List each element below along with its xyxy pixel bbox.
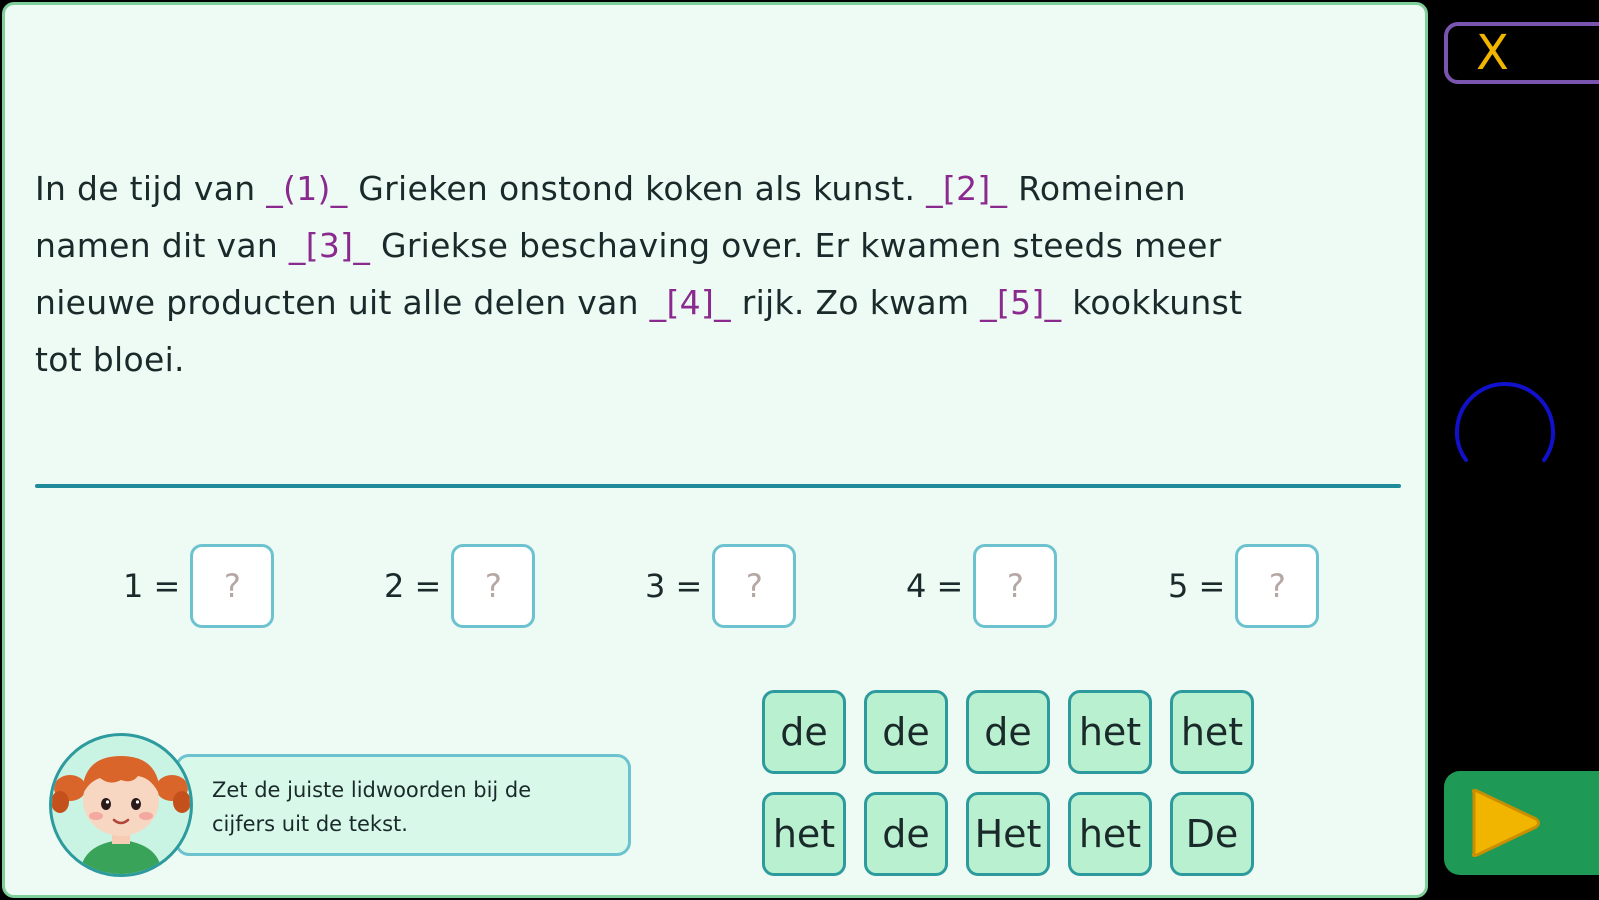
answer-box-2[interactable]: ? xyxy=(451,544,535,628)
loading-spinner-icon xyxy=(1448,364,1562,478)
answer-slot-1 xyxy=(123,544,274,628)
girl-avatar xyxy=(49,733,193,877)
story-line-4: tot bloei. xyxy=(35,340,185,379)
instruction-line-2: cijfers uit de tekst. xyxy=(212,812,408,836)
story-line-1: In de tijd van _(1)_ Grieken onstond koken als kunst. _[2]_ Romeinen xyxy=(35,169,1186,208)
story-text xyxy=(35,160,1375,388)
word-tile-4[interactable]: het xyxy=(1068,690,1152,774)
answer-slot-2 xyxy=(384,544,535,628)
answer-box-1[interactable]: ? xyxy=(190,544,274,628)
word-tile-9[interactable]: het xyxy=(1068,792,1152,876)
close-button[interactable] xyxy=(1444,22,1599,84)
word-tile-7[interactable]: de xyxy=(864,792,948,876)
answer-slot-4 xyxy=(906,544,1057,628)
play-arrow-icon xyxy=(1444,771,1599,875)
answer-box-4[interactable]: ? xyxy=(973,544,1057,628)
answer-slot-5 xyxy=(1168,544,1319,628)
answer-box-3[interactable]: ? xyxy=(712,544,796,628)
answer-label-2: 2 = xyxy=(384,567,442,605)
word-tile-1[interactable]: de xyxy=(762,690,846,774)
instruction-bubble xyxy=(175,754,631,856)
story-line-2: namen dit van _[3]_ Griekse beschaving over. Er kwamen steeds meer xyxy=(35,226,1222,265)
blank-1: _(1)_ xyxy=(266,169,348,208)
word-tile-10[interactable]: De xyxy=(1170,792,1254,876)
word-tile-8[interactable]: Het xyxy=(966,792,1050,876)
answer-slot-3 xyxy=(645,544,796,628)
girl-icon xyxy=(52,736,190,874)
answer-box-5[interactable]: ? xyxy=(1235,544,1319,628)
blank-3: _[3]_ xyxy=(288,226,371,265)
word-tile-6[interactable]: het xyxy=(762,792,846,876)
word-tile-3[interactable]: de xyxy=(966,690,1050,774)
instruction-line-1: Zet de juiste lidwoorden bij de xyxy=(212,778,532,802)
blank-2: _[2]_ xyxy=(926,169,1008,208)
answer-label-4: 4 = xyxy=(906,567,964,605)
close-icon: X xyxy=(1476,25,1509,81)
blank-4: _[4]_ xyxy=(649,283,731,322)
blank-5: _[5]_ xyxy=(980,283,1062,322)
exercise-panel xyxy=(2,2,1428,898)
word-tile-5[interactable]: het xyxy=(1170,690,1254,774)
answer-label-3: 3 = xyxy=(645,567,703,605)
story-line-3: nieuwe producten uit alle delen van _[4]_ rijk. Zo kwam _[5]_ kookkunst xyxy=(35,283,1243,322)
divider xyxy=(35,484,1401,488)
word-tile-2[interactable]: de xyxy=(864,690,948,774)
next-button[interactable] xyxy=(1444,771,1599,875)
answer-label-5: 5 = xyxy=(1168,567,1226,605)
answer-label-1: 1 = xyxy=(123,567,181,605)
